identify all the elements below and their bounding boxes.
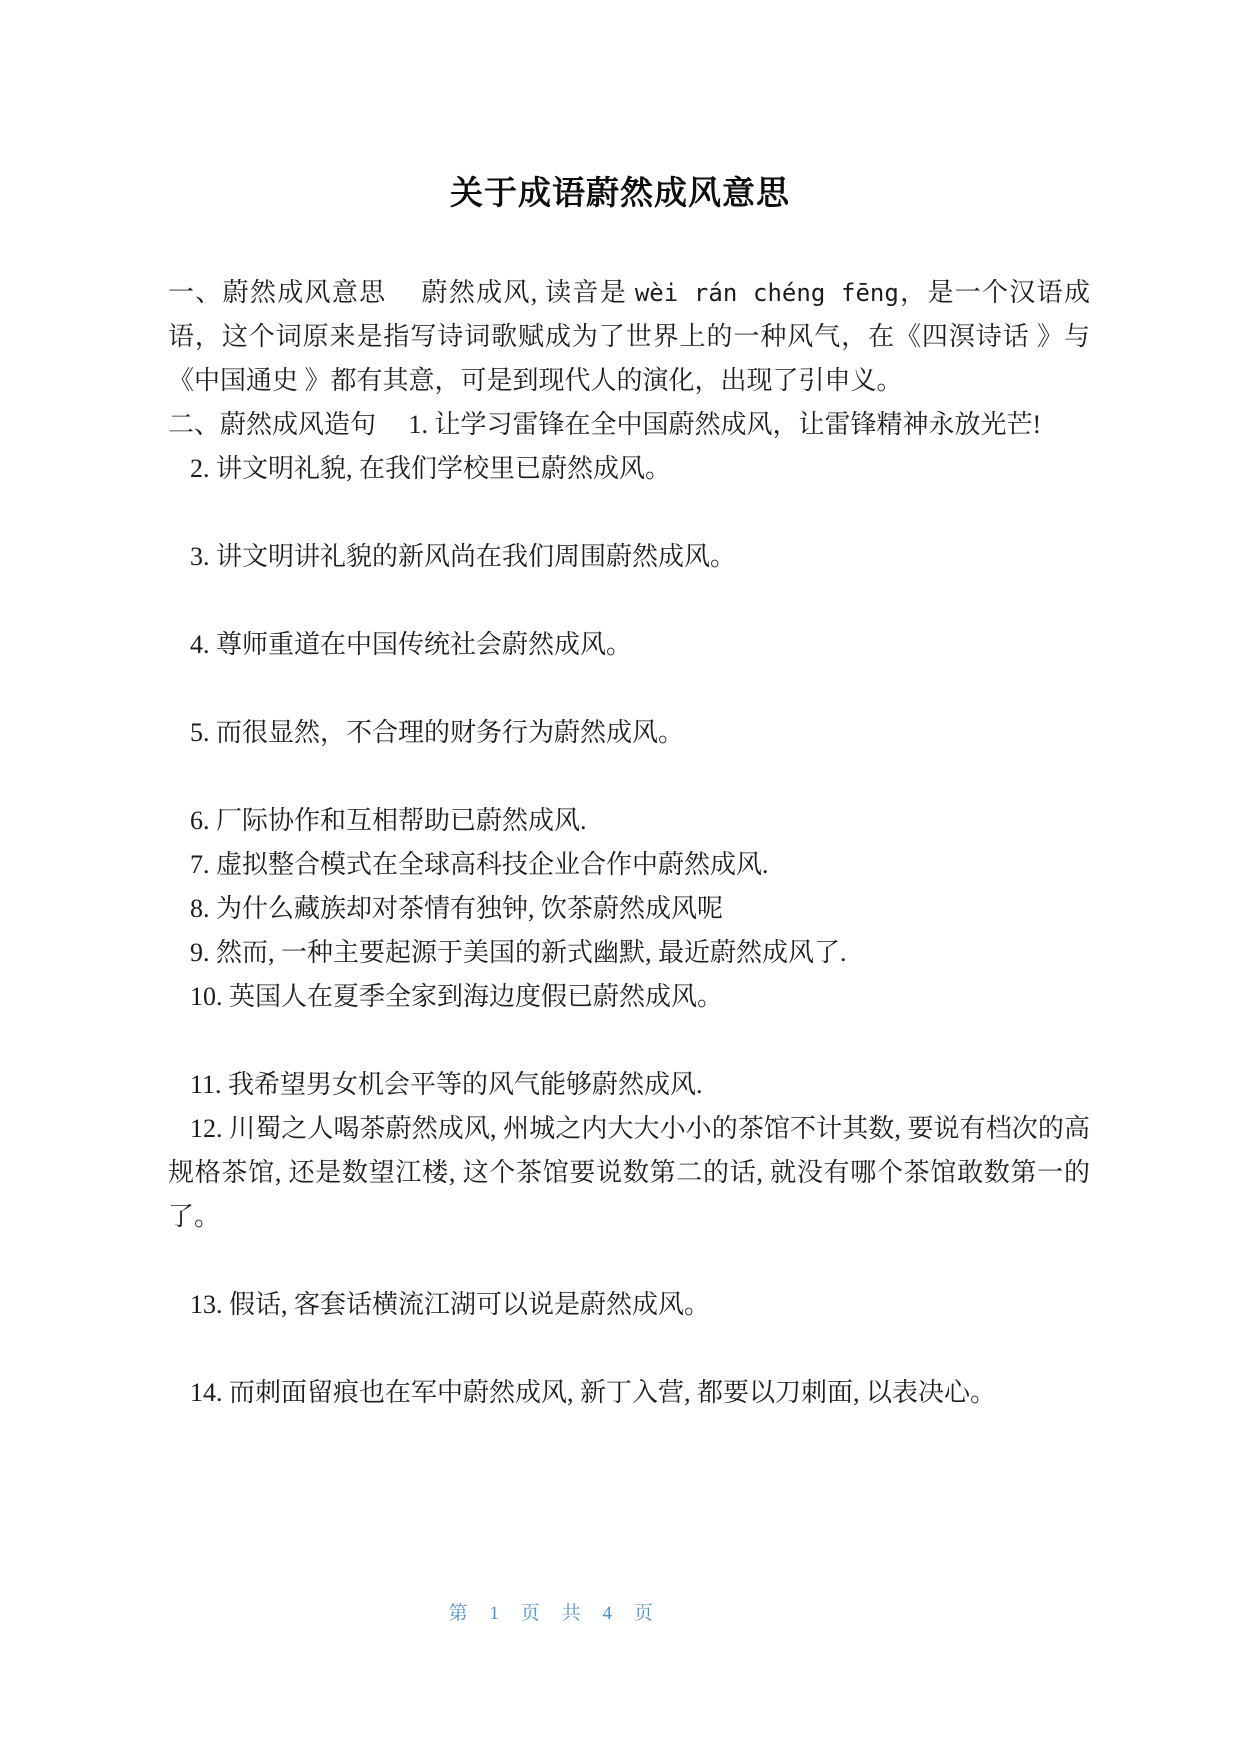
page-number: 第 1 页 共 4 页 <box>448 1603 662 1624</box>
example-sentence-6: 6. 厂际协作和互相帮助已蔚然成风. <box>190 806 587 836</box>
example-sentence-14: 14. 而刺面留痕也在军中蔚然成风, 新丁入营, 都要以刀刺面, 以表决心。 <box>190 1378 997 1408</box>
example-sentence-12: 12. 川蜀之人喝茶蔚然成风, 州城之内大大小小的茶馆不计其数, 要说有档次的高规格茶馆, 还是数望江楼, 这个茶馆要说数第二的话, 就没有哪个茶馆敢数第一的了。 <box>168 1114 1090 1232</box>
example-sentence-10: 10. 英国人在夏季全家到海边度假已蔚然成风。 <box>190 982 724 1012</box>
definition-text-after: ，是一个汉语成语，这个词原来是指写诗词歌赋成为了世界上的一种风气，在《四溟诗话 》与《中国通史 》都有其意，可是到现代人的演化，出现了引申义。 <box>168 278 1090 396</box>
example-sentence-8: 8. 为什么藏族却对茶情有独钟, 饮茶蔚然成风呢 <box>190 894 724 924</box>
pinyin-text: wèi rán chéng fēng <box>634 279 899 308</box>
paragraph-definition <box>168 271 1090 403</box>
example-sentence-2: 2. 讲文明礼貌, 在我们学校里已蔚然成风。 <box>190 454 672 484</box>
document-body <box>168 271 1090 1415</box>
example-sentence-9: 9. 然而, 一种主要起源于美国的新式幽默, 最近蔚然成风了. <box>190 938 847 968</box>
paragraph-section2-lead: 二、蔚然成风造句 1. 让学习雷锋在全中国蔚然成风，让雷锋精神永放光芒! <box>168 410 1042 440</box>
example-sentence-13: 13. 假话, 客套话横流江湖可以说是蔚然成风。 <box>190 1290 711 1320</box>
example-sentence-3: 3. 讲文明讲礼貌的新风尚在我们周围蔚然成风。 <box>190 542 737 572</box>
example-sentence-4: 4. 尊师重道在中国传统社会蔚然成风。 <box>190 630 633 660</box>
example-sentence-11: 11. 我希望男女机会平等的风气能够蔚然成风. <box>190 1070 703 1100</box>
definition-text-before: 一、蔚然成风意思 蔚然成风, 读音是 <box>168 278 635 308</box>
page-title: 关于成语蔚然成风意思 <box>450 174 790 211</box>
example-sentence-5: 5. 而很显然，不合理的财务行为蔚然成风。 <box>190 718 685 748</box>
example-sentence-7: 7. 虚拟整合模式在全球高科技企业合作中蔚然成风. <box>190 850 769 880</box>
